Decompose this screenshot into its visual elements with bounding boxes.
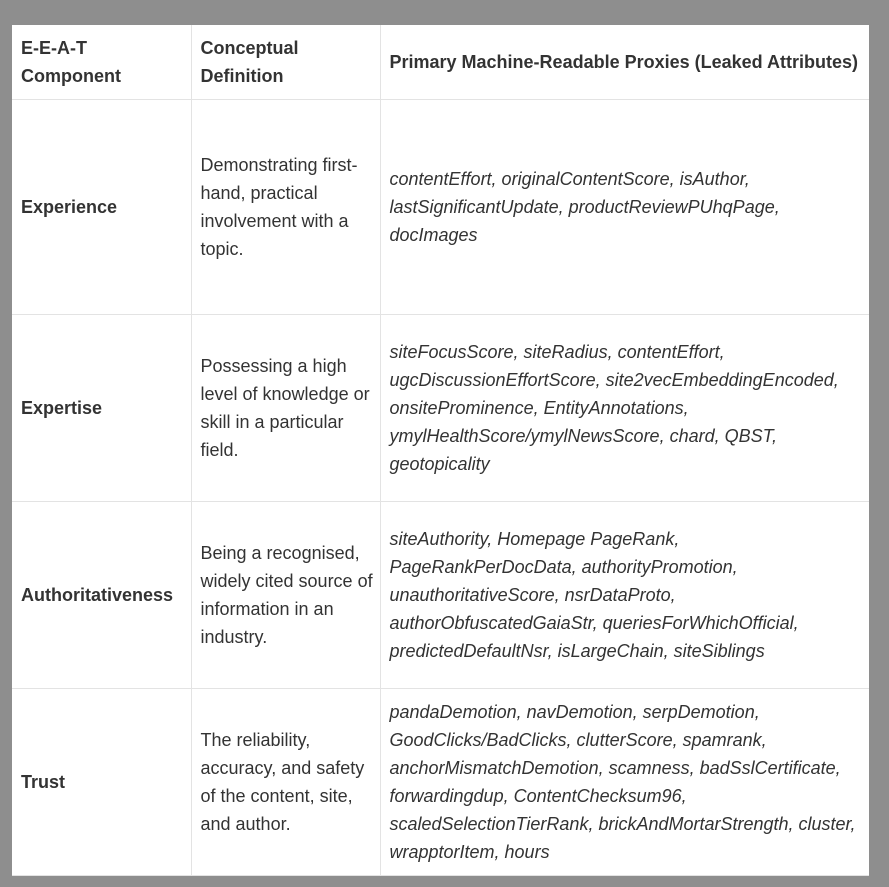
proxy-line: ymylHealthScore/ymylNewsScore, chard, QBST, — [389, 426, 777, 446]
proxy-line: scaledSelectionTierRank, brickAndMortarStrength, cluster, — [389, 814, 856, 834]
header-row — [12, 25, 869, 100]
proxy-line: docImages — [389, 225, 478, 245]
definition-text: Demonstrating first-hand, practical involvement with a topic. — [200, 155, 358, 259]
definition-cell — [191, 100, 380, 315]
proxy-line: GoodClicks/BadClicks, clutterScore, spamrank, — [389, 730, 767, 750]
definition-cell — [191, 689, 380, 876]
header-proxies: Primary Machine-Readable Proxies (Leaked Attributes) — [380, 25, 869, 100]
proxy-line: wrapptorItem, hours — [389, 842, 550, 862]
proxies-cell — [380, 689, 869, 876]
header-definition: Conceptual Definition — [191, 25, 380, 100]
proxy-line: unauthoritativeScore, nsrDataProto, — [389, 585, 676, 605]
definition-cell — [191, 315, 380, 502]
table-row — [12, 502, 869, 689]
component-cell: Expertise — [12, 315, 191, 502]
proxy-line: anchorMismatchDemotion, scamness, badSslCertificate, — [389, 758, 841, 778]
table-row — [12, 315, 869, 502]
table-sheet — [12, 25, 869, 876]
proxy-line: lastSignificantUpdate, productReviewPUhqPage, — [389, 197, 780, 217]
proxy-line: pandaDemotion, navDemotion, serpDemotion, — [389, 702, 760, 722]
proxies-cell — [380, 315, 869, 502]
proxy-line: forwardingdup, ContentChecksum96, — [389, 786, 687, 806]
proxy-line: PageRankPerDocData, authorityPromotion, — [389, 557, 738, 577]
definition-text: Possessing a high level of knowledge or skill in a particular field. — [200, 356, 370, 460]
proxy-line: contentEffort, originalContentScore, isAuthor, — [389, 169, 750, 189]
proxy-line: onsiteProminence, EntityAnnotations, — [389, 398, 689, 418]
table-row — [12, 100, 869, 315]
definition-text: Being a recognised, widely cited source of information in an industry. — [200, 543, 373, 647]
proxy-line: authorObfuscatedGaiaStr, queriesForWhichOfficial, — [389, 613, 799, 633]
eeat-table — [12, 25, 869, 876]
proxy-line: siteAuthority, Homepage PageRank, — [389, 529, 680, 549]
proxy-line: ugcDiscussionEffortScore, site2vecEmbeddingEncoded, — [389, 370, 839, 390]
header-component: E-E-A-T Component — [12, 25, 191, 100]
definition-text: The reliability, accuracy, and safety of the content, site, and author. — [200, 730, 365, 834]
definition-cell — [191, 502, 380, 689]
proxy-line: geotopicality — [389, 454, 490, 474]
component-cell: Authoritativeness — [12, 502, 191, 689]
table-row — [12, 689, 869, 876]
proxy-line: siteFocusScore, siteRadius, contentEffort, — [389, 342, 725, 362]
proxies-cell — [380, 502, 869, 689]
proxy-line: predictedDefaultNsr, isLargeChain, siteSiblings — [389, 641, 765, 661]
component-cell: Trust — [12, 689, 191, 876]
proxies-cell — [380, 100, 869, 315]
component-cell: Experience — [12, 100, 191, 315]
